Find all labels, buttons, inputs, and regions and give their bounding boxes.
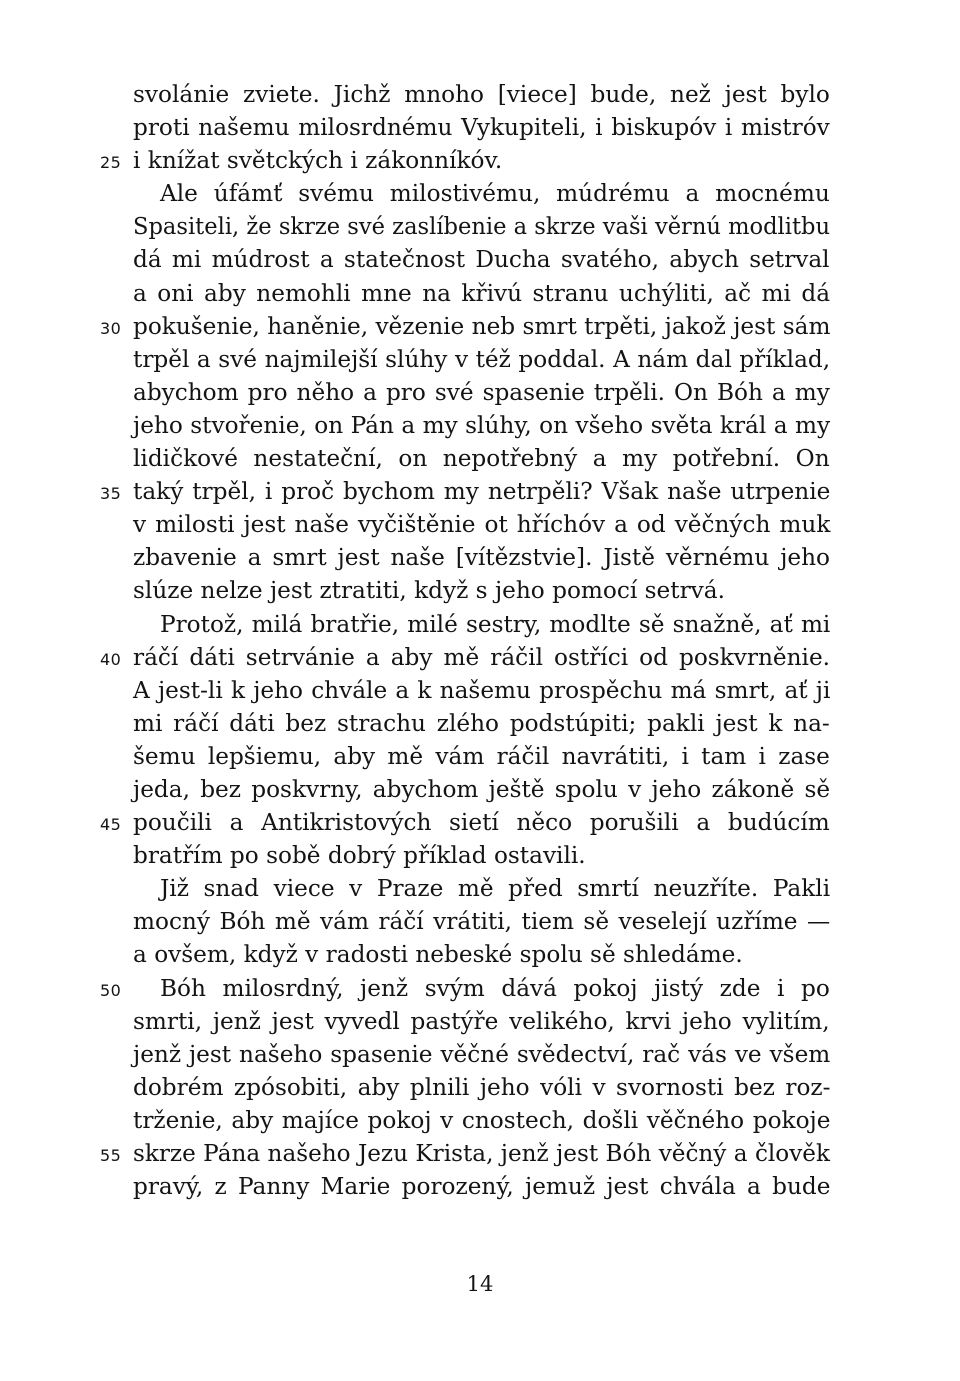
line-text: šemu lepšiemu, aby mě vám ráčil navrátiti, i tam i zase [133, 742, 830, 770]
text-line [133, 608, 830, 641]
text-line [133, 343, 830, 376]
text-line [133, 938, 830, 971]
line-number: 35 [100, 484, 122, 504]
line-text: pokušenie, haněnie, vězenie neb smrt trpěti, jakož jest sám [133, 312, 831, 340]
text-line [100, 475, 831, 508]
line-text: Spasiteli, že skrze své zaslíbenie a skrze vaši věrnú modlitbu [133, 213, 831, 241]
line-text: jenž jest našeho spasenie věčné svědectví, rač vás ve všem [133, 1040, 831, 1068]
text-line [100, 144, 830, 177]
line-text: a ovšem, když v radosti nebeské spolu sě shledáme. [133, 941, 743, 969]
text-line [100, 641, 831, 674]
text-line [133, 508, 830, 541]
text-line [133, 674, 830, 707]
line-text: trženie, aby majíce pokoj v cnostech, došli věčného pokoje [133, 1106, 831, 1134]
text-line [133, 277, 830, 310]
text-line [133, 376, 830, 409]
line-text: i knížat světckých i zákonníkóv. [133, 147, 503, 175]
line-text: smrti, jenž jest vyvedl pastýře velikého, krvi jeho vylitím, [133, 1007, 830, 1035]
line-text: A jest-li k jeho chvále a k našemu prospěchu má smrt, ať ji [133, 676, 831, 704]
text-line [133, 1104, 830, 1137]
text-line [133, 541, 830, 574]
text-line [133, 872, 830, 905]
line-text: trpěl a své najmilejší slúhy v též poddal. A nám dal příklad, [133, 345, 831, 373]
text-line [133, 210, 830, 243]
line-text: mi ráčí dáti bez strachu zlého podstúpiti; pakli jest k na- [133, 709, 830, 737]
text-line [100, 1137, 830, 1170]
text-line [100, 310, 831, 343]
text-line [133, 78, 830, 111]
text-line [133, 442, 830, 475]
line-text: bratřím po sobě dobrý příklad ostavili. [133, 842, 586, 870]
text-line [133, 177, 830, 210]
line-text: poučili a Antikristových sietí něco porušili a budúcím [133, 809, 830, 837]
line-text: jeda, bez poskvrny, abychom ještě spolu v jeho zákoně sě [133, 775, 831, 803]
line-text: skrze Pána našeho Jezu Krista, jenž jest Bóh věčný a člověk [133, 1140, 830, 1167]
text-line [133, 1005, 830, 1038]
text-line [100, 972, 830, 1005]
line-text: mocný Bóh mě vám ráčí vrátiti, tiem sě veselejí uzříme — [133, 908, 831, 936]
line-text: ráčí dáti setrvánie a aby mě ráčil ostříci od poskvrněnie. [133, 643, 831, 671]
line-text: Již snad viece v Praze mě před smrtí neuzříte. Pakli [160, 875, 831, 903]
line-number: 30 [100, 318, 122, 338]
text-line [133, 1071, 830, 1104]
text-line [133, 839, 830, 872]
line-text: svolánie zviete. Jichž mnoho [viece] bude, než jest bylo [133, 81, 830, 108]
text-line [133, 1038, 830, 1071]
text-line [133, 409, 830, 442]
line-text: jeho stvořenie, on Pán a my slúhy, on všeho světa král a my [133, 411, 831, 439]
line-number: 25 [100, 153, 122, 173]
line-text: abychom pro něho a pro své spasenie trpěli. On Bóh a my [133, 378, 830, 406]
line-text: v milosti jest naše vyčištěnie ot hříchóv a od věčných muk [133, 511, 831, 539]
line-text: Protož, milá bratřie, milé sestry, modlte sě snažně, ať mi [160, 610, 831, 638]
text-line [133, 707, 830, 740]
line-text: Ale úfámť svému milostivému, múdrému a mocnému [160, 180, 830, 208]
text-line [133, 905, 830, 938]
page-number: 14 [466, 1272, 494, 1296]
line-text: taký trpěl, i proč bychom my netrpěli? Však naše utrpenie [133, 478, 831, 506]
line-text: dá mi múdrost a statečnost Ducha svatého, abych setrval [133, 246, 830, 274]
line-text: Bóh milosrdný, jenž svým dává pokoj jistý zde i po [160, 974, 830, 1002]
text-line [133, 574, 830, 607]
text-line [133, 111, 830, 144]
text-line [133, 773, 830, 806]
line-number: 50 [100, 980, 122, 1000]
line-text: pravý, z Panny Marie porozený, jemuž jest chvála a bude [133, 1173, 831, 1201]
line-text: slúze nelze jest ztratiti, když s jeho pomocí setrvá. [133, 577, 725, 605]
text-line [133, 740, 830, 773]
line-text: dobrém zpósobiti, aby plnili jeho vóli v svornosti bez roz- [133, 1073, 831, 1101]
line-number: 40 [100, 649, 122, 669]
line-text: proti našemu milosrdnému Vykupiteli, i biskupóv i mistróv [133, 114, 830, 142]
text-line [100, 806, 830, 839]
line-text: a oni aby nemohli mne na křivú stranu uchýliti, ač mi dá [133, 279, 831, 307]
line-number: 45 [100, 815, 122, 835]
text-line [133, 1170, 830, 1203]
text-line [133, 243, 830, 276]
line-text: zbavenie a smrt jest naše [vítězstvie]. Jistě věrnému jeho [133, 544, 830, 572]
body-text [100, 78, 831, 1203]
line-number: 55 [100, 1146, 122, 1165]
line-text: lidičkové nestateční, on nepotřebný a my potřební. On [133, 445, 830, 473]
